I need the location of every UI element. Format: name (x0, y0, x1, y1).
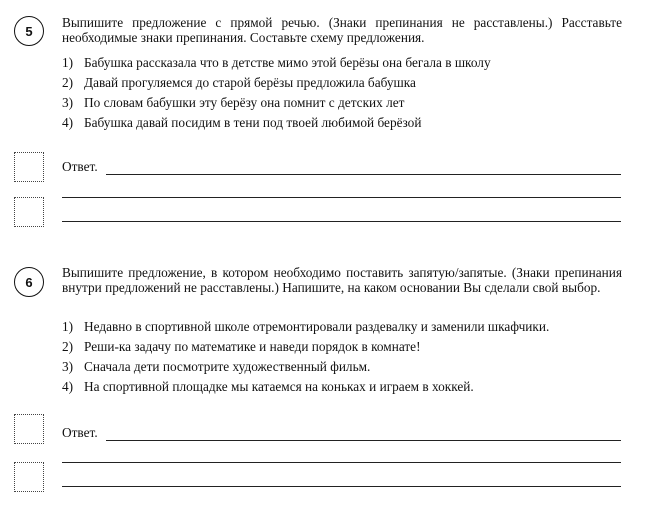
answer-line[interactable] (106, 440, 621, 441)
option-item (62, 113, 632, 133)
option-number: 1) (62, 55, 74, 70)
answer-line[interactable] (62, 197, 621, 198)
option-item (62, 377, 632, 397)
option-list (62, 317, 632, 397)
option-text: По словам бабушки эту берёзу она помнит с детских лет (84, 95, 405, 110)
answer-checkbox[interactable] (14, 414, 44, 444)
answer-line[interactable] (62, 221, 621, 222)
answer-line[interactable] (62, 462, 621, 463)
task-number: 6 (25, 274, 33, 290)
answer-checkbox[interactable] (14, 152, 44, 182)
option-text: На спортивной площадке мы катаемся на коньках и играем в хоккей. (84, 379, 474, 394)
option-text: Сначала дети посмотрите художественный фильм. (84, 359, 371, 374)
option-item (62, 73, 632, 93)
answer-label: Ответ. (62, 159, 98, 174)
answer-checkbox[interactable] (14, 462, 44, 492)
task-number-badge (14, 16, 44, 46)
option-number: 4) (62, 379, 74, 394)
option-number: 3) (62, 95, 74, 110)
option-text: Давай прогуляемся до старой берёзы предложила бабушка (84, 75, 416, 90)
option-number: 4) (62, 115, 74, 130)
option-text: Реши-ка задачу по математике и наведи порядок в комнате! (84, 339, 421, 354)
task-number-badge (14, 267, 44, 297)
answer-label: Ответ. (62, 425, 98, 440)
option-item (62, 357, 632, 377)
answer-line[interactable] (106, 174, 621, 175)
option-number: 1) (62, 319, 74, 334)
task-prompt: Выпишите предложение, в котором необходимо поставить запятую/запятые. (Знаки препинания внутри предложений не расставлены.) Напишите, на каком основании Вы сделали свой выбор. (62, 265, 622, 295)
task-number: 5 (25, 23, 33, 39)
option-number: 2) (62, 339, 74, 354)
option-list (62, 53, 632, 133)
option-number: 2) (62, 75, 74, 90)
option-item (62, 317, 632, 337)
option-text: Недавно в спортивной школе отремонтировали раздевалку и заменили шкафчики. (84, 319, 550, 334)
answer-checkbox[interactable] (14, 197, 44, 227)
answer-line[interactable] (62, 486, 621, 487)
option-text: Бабушка рассказала что в детстве мимо этой берёзы она бегала в школу (84, 55, 491, 70)
option-item (62, 337, 632, 357)
option-item (62, 53, 632, 73)
option-number: 3) (62, 359, 74, 374)
task-prompt: Выпишите предложение с прямой речью. (Знаки препинания не расставлены.) Расставьте необходимые знаки препинания. Составьте схему предложения. (62, 15, 622, 45)
option-text: Бабушка давай посидим в тени под твоей любимой берёзой (84, 115, 422, 130)
option-item (62, 93, 632, 113)
